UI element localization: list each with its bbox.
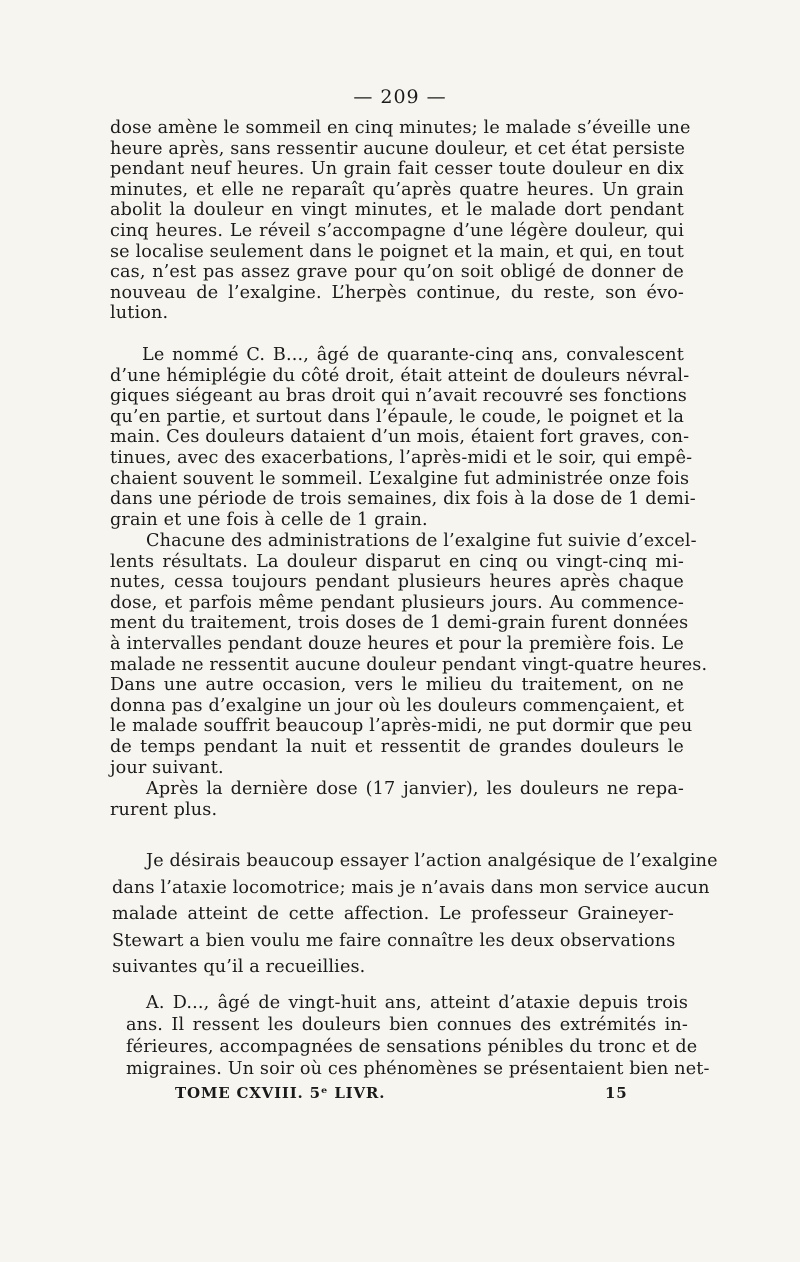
text-line: jour suivant. [110, 757, 224, 778]
text-line: pendant neuf heures. Un grain fait cesser toute douleur en dix [110, 159, 684, 180]
text-line: Dans une autre occasion, vers le milieu du traitement, on ne [110, 675, 684, 696]
paragraph-3 [110, 531, 708, 778]
text-line: main. Ces douleurs dataient d’un mois, étaient fort graves, con- [110, 427, 690, 448]
text-line: dans une période de trois semaines, dix fois à la dose de 1 demi- [110, 489, 696, 510]
volume-signature: TOME CXVIII. 5ᵉ LIVR. [175, 1084, 386, 1102]
text-line: giques siégeant au bras droit qui n’avait recouvré ses fonctions [110, 386, 687, 407]
paragraph-6 [126, 992, 710, 1080]
text-line: dans l’ataxie locomotrice; mais je n’avais dans mon service aucun [112, 877, 710, 898]
paragraph-2 [110, 345, 696, 530]
text-line: migraines. Un soir où ces phénomènes se présentaient bien net- [126, 1059, 710, 1079]
text-line: grain et une fois à celle de 1 grain. [110, 509, 428, 530]
text-line: lents résultats. La douleur disparut en cinq ou vingt-cinq mi- [110, 551, 684, 572]
text-line: Le nommé C. B..., âgé de quarante-cinq ans, convalescent [142, 345, 684, 365]
text-line: d’une hémiplégie du côté droit, était atteint de douleurs névral- [110, 365, 690, 386]
text-line: malade atteint de cette affection. Le professeur Graineyer- [112, 904, 674, 924]
text-line: le malade souffrit beaucoup l’après-midi, ne put dormir que peu [110, 716, 693, 737]
text-line: qu’en partie, et surtout dans l’épaule, le coude, le poignet et la [110, 406, 684, 427]
text-line: cas, n’est pas assez grave pour qu’on soit obligé de donner de [110, 262, 684, 283]
text-line: Je désirais beaucoup essayer l’action analgésique de l’exalgine [146, 851, 718, 871]
paragraph-5 [112, 848, 718, 981]
text-line: abolit la douleur en vingt minutes, et le malade dort pendant [110, 200, 684, 221]
page-footer [0, 1084, 800, 1108]
text-line: ans. Il ressent les douleurs bien connues des extrémités in- [126, 1015, 688, 1035]
text-line: de temps pendant la nuit et ressentit de grandes douleurs le [110, 736, 684, 757]
text-line: cinq heures. Le réveil s’accompagne d’une légère douleur, qui [110, 220, 684, 241]
text-line: A. D..., âgé de vingt-huit ans, atteint d’ataxie depuis trois [146, 993, 688, 1013]
text-line: Chacune des administrations de l’exalgine fut suivie d’excel- [146, 531, 697, 551]
text-line: dose, et parfois même pendant plusieurs jours. Au commence- [110, 592, 684, 613]
text-line: férieures, accompagnées de sensations pénibles du tronc et de [126, 1037, 698, 1057]
text-line: rurent plus. [110, 799, 218, 820]
text-line: malade ne ressentit aucune douleur pendant vingt-quatre heures. [110, 654, 708, 675]
text-line: ment du traitement, trois doses de 1 demi-grain furent données [110, 613, 689, 634]
text-line: dose amène le sommeil en cinq minutes; le malade s’éveille une [110, 118, 691, 138]
text-line: lution. [110, 303, 169, 324]
text-line: chaient souvent le sommeil. L’exalgine fut administrée onze fois [110, 468, 690, 489]
text-line: nouveau de l’exalgine. L’herpès continue, du reste, son évo- [110, 282, 684, 303]
text-line: tinues, avec des exacerbations, l’après-midi et le soir, qui empê- [110, 447, 693, 468]
text-line: heure après, sans ressentir aucune douleur, et cet état persiste [110, 138, 686, 159]
text-line: donna pas d’exalgine un jour où les douleurs commençaient, et [110, 695, 685, 716]
text-line: suivantes qu’il a recueillies. [112, 957, 366, 977]
text-line: Après la dernière dose (17 janvier), les douleurs ne repa- [146, 779, 684, 799]
text-line: Stewart a bien voulu me faire connaître les deux observations [112, 930, 676, 951]
text-line: nutes, cessa toujours pendant plusieurs heures après chaque [110, 572, 684, 593]
sheet-signature: 15 [605, 1084, 628, 1102]
text-line: à intervalles pendant douze heures et pour la première fois. Le [110, 633, 684, 654]
page-number: — 209 — [353, 86, 447, 108]
paragraph-1 [110, 118, 691, 324]
text-line: se localise seulement dans le poignet et la main, et qui, en tout [110, 241, 684, 262]
text-line: minutes, et elle ne reparaît qu’après quatre heures. Un grain [110, 179, 684, 200]
paragraph-4 [110, 779, 684, 820]
